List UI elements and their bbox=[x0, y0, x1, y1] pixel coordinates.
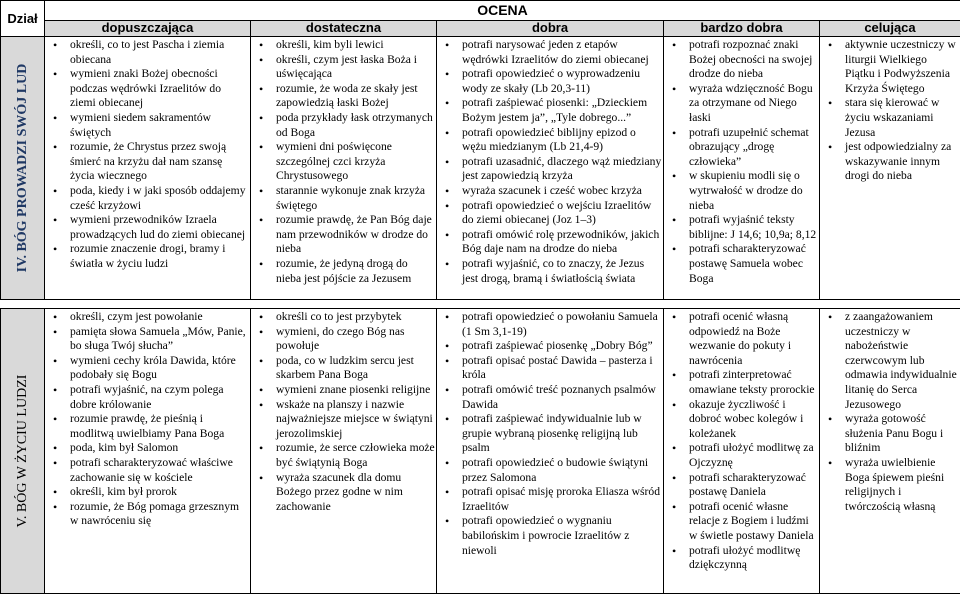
criterion-item: • potrafi opowiedzieć o wejściu Izraelitów do ziemi obiecanej (Joz 1–3) bbox=[437, 199, 662, 228]
header-ocena: OCENA bbox=[45, 1, 960, 21]
criteria-list bbox=[437, 38, 663, 286]
criterion-item: • rozumie, że jedyną drogą do nieba jest pójście za Jezusem bbox=[251, 257, 435, 286]
section-label: IV. BÓG PROWADZI SWÓJ LUD bbox=[14, 63, 30, 273]
criterion-item: • potrafi zaśpiewać indywidualnie lub w grupie wybraną piosenkę religijną lub psalm bbox=[437, 412, 662, 456]
criterion-item: • wyraża wdzięczność Bogu za otrzymane od Niego łaski bbox=[664, 82, 818, 126]
criterion-item: • z zaangażowaniem uczestniczy w nabożeństwie czerwcowym lub odmawia indywidualnie litanię do Serca Jezusowego bbox=[820, 310, 959, 412]
criterion-item: • potrafi uzupełnić schemat obrazujący „drogę człowieka” bbox=[664, 126, 818, 170]
criteria-cell bbox=[45, 37, 251, 300]
criterion-item: • potrafi opowiedzieć o powołaniu Samuela (1 Sm 3,1-19) bbox=[437, 310, 662, 339]
criterion-item: • poda, co w ludzkim sercu jest skarbem Pana Boga bbox=[251, 354, 435, 383]
header-dzial: Dział bbox=[1, 1, 45, 37]
criterion-item: • rozumie, że Bóg pomaga grzesznym w nawróceniu się bbox=[45, 500, 249, 529]
criterion-item: • potrafi scharakteryzować postawę Daniela bbox=[664, 471, 818, 500]
criterion-item: • potrafi opowiedzieć o wyprowadzeniu wody ze skały (Lb 20,3-11) bbox=[437, 67, 662, 96]
criterion-item: • potrafi ułożyć modlitwę dziękczynną bbox=[664, 544, 818, 573]
criteria-list bbox=[820, 38, 960, 184]
criterion-item: • w skupieniu modli się o wytrwałość w drodze do nieba bbox=[664, 169, 818, 213]
criteria-cell bbox=[251, 309, 437, 594]
criterion-item: • potrafi zaśpiewać piosenki: „Dzieckiem Bożym jestem ja”, „Tyle dobrego...” bbox=[437, 96, 662, 125]
criterion-item: • określi, czym jest łaska Boża i uświęcająca bbox=[251, 53, 435, 82]
criterion-item: • potrafi opowiedzieć o budowie świątyni przez Salomona bbox=[437, 456, 662, 485]
criterion-item: • wskaże na planszy i nazwie najważniejsze miejsce w świątyni jerozolimskiej bbox=[251, 398, 435, 442]
section-label-cell bbox=[1, 309, 45, 594]
criterion-item: • potrafi opisać postać Dawida – pasterza i króla bbox=[437, 354, 662, 383]
criteria-cell bbox=[820, 37, 960, 300]
criterion-item: • rozumie, że woda ze skały jest zapowiedzią łaski Bożej bbox=[251, 82, 435, 111]
section-gap bbox=[1, 300, 960, 309]
criterion-item: • rozumie, że Chrystus przez swoją śmierć na krzyżu dał nam szansę życia wiecznego bbox=[45, 140, 249, 184]
criterion-item: • potrafi narysować jeden z etapów wędrówki Izraelitów do ziemi obiecanej bbox=[437, 38, 662, 67]
criterion-item: • potrafi wyjaśnić, co to znaczy, że Jezus jest drogą, bramą i światłością świata bbox=[437, 257, 662, 286]
criterion-item: • wymieni przewodników Izraela prowadzących lud do ziemi obiecanej bbox=[45, 213, 249, 242]
criterion-item: • stara się kierować w życiu wskazaniami Jezusa bbox=[820, 96, 959, 140]
criterion-item: • potrafi opowiedzieć biblijny epizod o wężu miedzianym (Lb 21,4-9) bbox=[437, 126, 662, 155]
criteria-list bbox=[664, 38, 819, 286]
criterion-item: • jest odpowiedzialny za wskazywanie innym drogi do nieba bbox=[820, 140, 959, 184]
criterion-item: • określi, kim byli lewici bbox=[251, 38, 435, 53]
section-row bbox=[1, 37, 960, 300]
criteria-list bbox=[664, 310, 819, 573]
criterion-item: • potrafi omówić rolę przewodników, jakich Bóg daje nam na drodze do nieba bbox=[437, 228, 662, 257]
criteria-cell bbox=[437, 37, 664, 300]
criteria-list bbox=[45, 38, 250, 272]
criterion-item: • potrafi ocenić własną odpowiedź na Boże wezwanie do pokuty i nawrócenia bbox=[664, 310, 818, 368]
criterion-item: • starannie wykonuje znak krzyża świętego bbox=[251, 184, 435, 213]
criterion-item: • wyraża szacunek i cześć wobec krzyża bbox=[437, 184, 662, 199]
grade-header-celujaca: celująca bbox=[820, 21, 960, 37]
criterion-item: • wyraża uwielbienie Boga śpiewem pieśni religijnych i twórczością własną bbox=[820, 456, 959, 514]
criterion-item: • określi, kim był prorok bbox=[45, 485, 249, 500]
criteria-list bbox=[251, 38, 436, 286]
criterion-item: • rozumie, że serce człowieka może być świątynią Boga bbox=[251, 441, 435, 470]
grade-header-dobra: dobra bbox=[437, 21, 664, 37]
criteria-cell bbox=[437, 309, 664, 594]
criterion-item: • wymieni znane piosenki religijne bbox=[251, 383, 435, 398]
grade-header-dostateczna: dostateczna bbox=[251, 21, 437, 37]
section-label-cell bbox=[1, 37, 45, 300]
criterion-item: • potrafi rozpoznać znaki Bożej obecności na swojej drodze do nieba bbox=[664, 38, 818, 82]
criteria-list bbox=[251, 310, 436, 514]
criterion-item: • wymieni, do czego Bóg nas powołuje bbox=[251, 325, 435, 354]
criteria-cell bbox=[45, 309, 251, 594]
criterion-item: • potrafi scharakteryzować właściwe zachowanie się w kościele bbox=[45, 456, 249, 485]
criteria-list bbox=[437, 310, 663, 558]
criterion-item: • potrafi zinterpretować omawiane teksty prorockie bbox=[664, 368, 818, 397]
criterion-item: • pamięta słowa Samuela „Mów, Panie, bo sługa Twój słucha” bbox=[45, 325, 249, 354]
criterion-item: • okazuje życzliwość i dobroć wobec kolegów i koleżanek bbox=[664, 398, 818, 442]
criterion-item: • wyraża gotowość służenia Panu Bogu i bliźnim bbox=[820, 412, 959, 456]
criteria-cell bbox=[664, 37, 820, 300]
section-row bbox=[1, 309, 960, 594]
criterion-item: • potrafi opisać misję proroka Eliasza wśród Izraelitów bbox=[437, 485, 662, 514]
criteria-list bbox=[45, 310, 250, 529]
section-label: V. BÓG W ŻYCIU LUDZI bbox=[14, 374, 30, 528]
criterion-item: • potrafi scharakteryzować postawę Samuela wobec Boga bbox=[664, 242, 818, 286]
criterion-item: • poda przykłady łask otrzymanych od Boga bbox=[251, 111, 435, 140]
grade-header-bardzo-dobra: bardzo dobra bbox=[664, 21, 820, 37]
criteria-cell bbox=[251, 37, 437, 300]
criterion-item: • określi co to jest przybytek bbox=[251, 310, 435, 325]
grade-header-dopuszczajaca: dopuszczająca bbox=[45, 21, 251, 37]
criteria-cell bbox=[820, 309, 960, 594]
criterion-item: • poda, kiedy i w jaki sposób oddajemy cześć krzyżowi bbox=[45, 184, 249, 213]
criterion-item: • poda, kim był Salomon bbox=[45, 441, 249, 456]
criterion-item: • wymieni dni poświęcone szczególnej czci krzyża Chrystusowego bbox=[251, 140, 435, 184]
criterion-item: • potrafi uzasadnić, dlaczego wąż miedziany jest zapowiedzią krzyża bbox=[437, 155, 662, 184]
criterion-item: • potrafi ocenić własne relacje z Bogiem i ludźmi w świetle postawy Daniela bbox=[664, 500, 818, 544]
criterion-item: • wymieni znaki Bożej obecności podczas wędrówki Izraelitów do ziemi obiecanej bbox=[45, 67, 249, 111]
criterion-item: • wyraża szacunek dla domu Bożego przez godne w nim zachowanie bbox=[251, 471, 435, 515]
criterion-item: • rozumie prawdę, że pieśnią i modlitwą uwielbiamy Pana Boga bbox=[45, 412, 249, 441]
criterion-item: • rozumie prawdę, że Pan Bóg daje nam przewodników w drodze do nieba bbox=[251, 213, 435, 257]
criteria-list bbox=[820, 310, 960, 514]
criterion-item: • określi, czym jest powołanie bbox=[45, 310, 249, 325]
criterion-item: • aktywnie uczestniczy w liturgii Wielkiego Piątku i Podwyższenia Krzyża Świętego bbox=[820, 38, 959, 96]
criterion-item: • wymieni cechy króla Dawida, które podobały się Bogu bbox=[45, 354, 249, 383]
criterion-item: • potrafi opowiedzieć o wygnaniu babilońskim i powrocie Izraelitów z niewoli bbox=[437, 514, 662, 558]
criterion-item: • wymieni siedem sakramentów świętych bbox=[45, 111, 249, 140]
criterion-item: • potrafi wyjaśnić teksty biblijne: J 14,6; 10,9a; 8,12 bbox=[664, 213, 818, 242]
criterion-item: • potrafi wyjaśnić, na czym polega dobre królowanie bbox=[45, 383, 249, 412]
criterion-item: • określi, co to jest Pascha i ziemia obiecana bbox=[45, 38, 249, 67]
criterion-item: • potrafi omówić treść poznanych psalmów Dawida bbox=[437, 383, 662, 412]
criteria-cell bbox=[664, 309, 820, 594]
criterion-item: • potrafi ułożyć modlitwę za Ojczyznę bbox=[664, 441, 818, 470]
criterion-item: • potrafi zaśpiewać piosenkę „Dobry Bóg” bbox=[437, 339, 662, 354]
criterion-item: • rozumie znaczenie drogi, bramy i światła w życiu ludzi bbox=[45, 242, 249, 271]
